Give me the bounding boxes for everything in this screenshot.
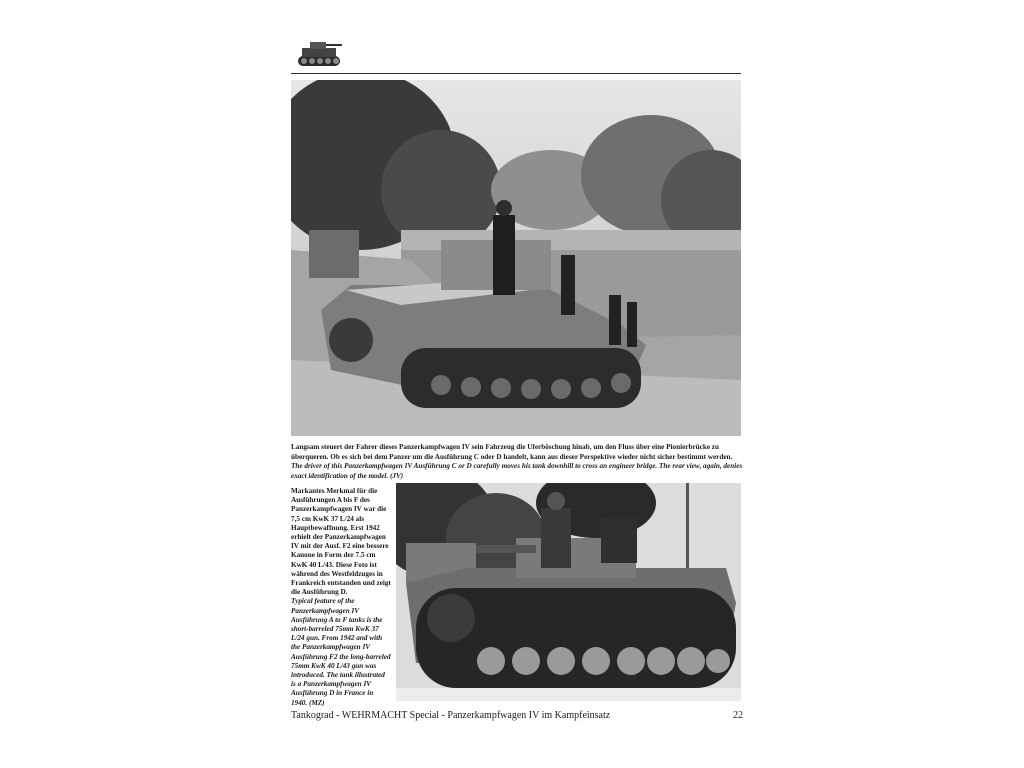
page-number: 22 [733,710,743,721]
tank-silhouette-icon [292,36,344,70]
photo-tank-france [396,483,741,701]
caption-top [291,443,743,481]
caption-side [291,487,391,708]
caption-top-german: Langsam steuert der Fahrer dieses Panzerkampfwagen IV sein Fahrzeug die Uferböschung hinab, um den Fluss über eine Pionierbrücke zu überqueren. Ob es sich bei dem Panzer um die Ausführung C oder D handelt, kann aus dieser Perspektive wieder nicht sicher bestimmt werden. [291,443,733,461]
photo-tank-riverbank [291,80,741,436]
caption-top-english: The driver of this Panzerkampfwagen IV Ausführung C or D carefully moves his tank downhill to cross an engineer bridge. The rear view, again, denies exact identification of the model. (JV) [291,462,743,480]
footer-title: Tankograd - WEHRMACHT Special - Panzerkampfwagen IV im Kampfeinsatz [291,710,611,721]
caption-side-german: Markantes Merkmal für die Ausführungen A bis F des Panzerkampfwagen IV war die 7,5 cm KwK 37 L/24 als Hauptbewaffnung. Erst 1942 erhielt der Panzerkampfwagen IV mit der Ausf. F2 eine bessere Kanone in Form der 7.5 cm KwK 40 L/43. Diese Foto ist während des Westfeldzuges in Frankreich entstanden und zeigt die Ausführung D. [291,487,391,597]
header-rule [291,73,741,74]
caption-side-english: Typical feature of the Panzerkampfwagen IV Ausführung A to F tanks is the short-barreled 75mm KwK 37 L/24 gun. From 1942 and with the Panzerkampfwagen IV Ausführung F2 the long-barreled 75mm KwK 40 L/43 gun was introduced. The tank illustrated is a Panzerkampfwagen IV Ausführung D in France in 1940. (MZ) [291,597,391,707]
